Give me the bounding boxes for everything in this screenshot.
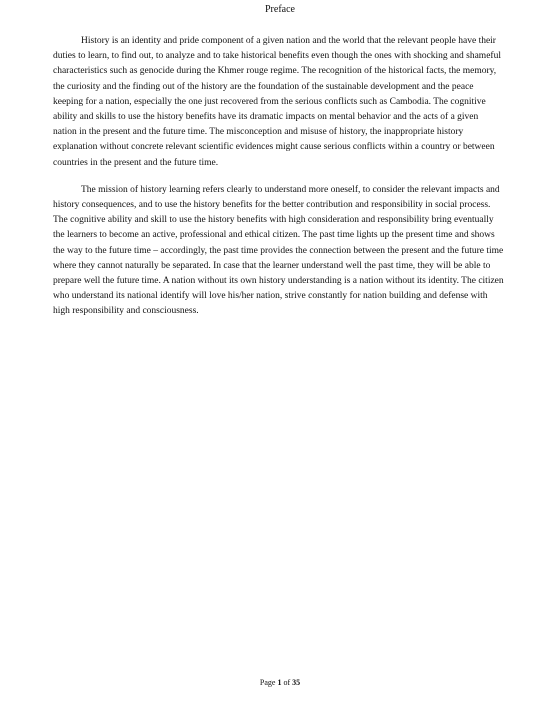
of-word: of (283, 678, 291, 687)
page-word: Page (259, 678, 276, 687)
total-pages-number: 35 (292, 678, 301, 687)
paragraph-1: History is an identity and pride component of a given nation and the world that the relevant people have their duties to learn, to find out, to analyze and to take historical benefits even though the ones with shocking and shameful characteristics such as genocide during the Khmer rouge regime. The recognition of the historical facts, the memory, the curiosity and the finding out of the history are the foundation of the sustainable development and the peace keeping for a nation, especially the one just recovered from the serious conflicts such as Cambodia. The cognitive ability and skills to use the history benefits have its dramatic impacts on mental behavior and the acts of a given nation in the present and the future time. The misconception and misuse of history, the inappropriate history explanation without concrete relevant scientific evidences might cause serious conflicts within a country or between countries in the present and the future time. (53, 36, 501, 168)
page-footer (0, 678, 560, 688)
page-title: Preface (265, 4, 295, 15)
current-page-number: 1 (277, 678, 282, 687)
paragraph-2: The mission of history learning refers clearly to understand more oneself, to consider the relevant impacts and history consequences, and to use the history benefits for the better contribution and responsibility in social process. The cognitive ability and skill to use the history benefits with high consideration and responsibility bring eventually the learners to become an active, professional and ethical citizen. The past time lights up the present time and shows the way to the future time – accordingly, the past time provides the connection between the present and the future time where they cannot naturally be separated. In case that the learner understand well the past time, they will be able to prepare well the future time. A nation without its own history understanding is a nation without its identity. The citizen who understand its national identify will love his/her nation, strive constantly for nation building and defense with high responsibility and consciousness. (53, 184, 504, 317)
body-text (53, 34, 504, 320)
